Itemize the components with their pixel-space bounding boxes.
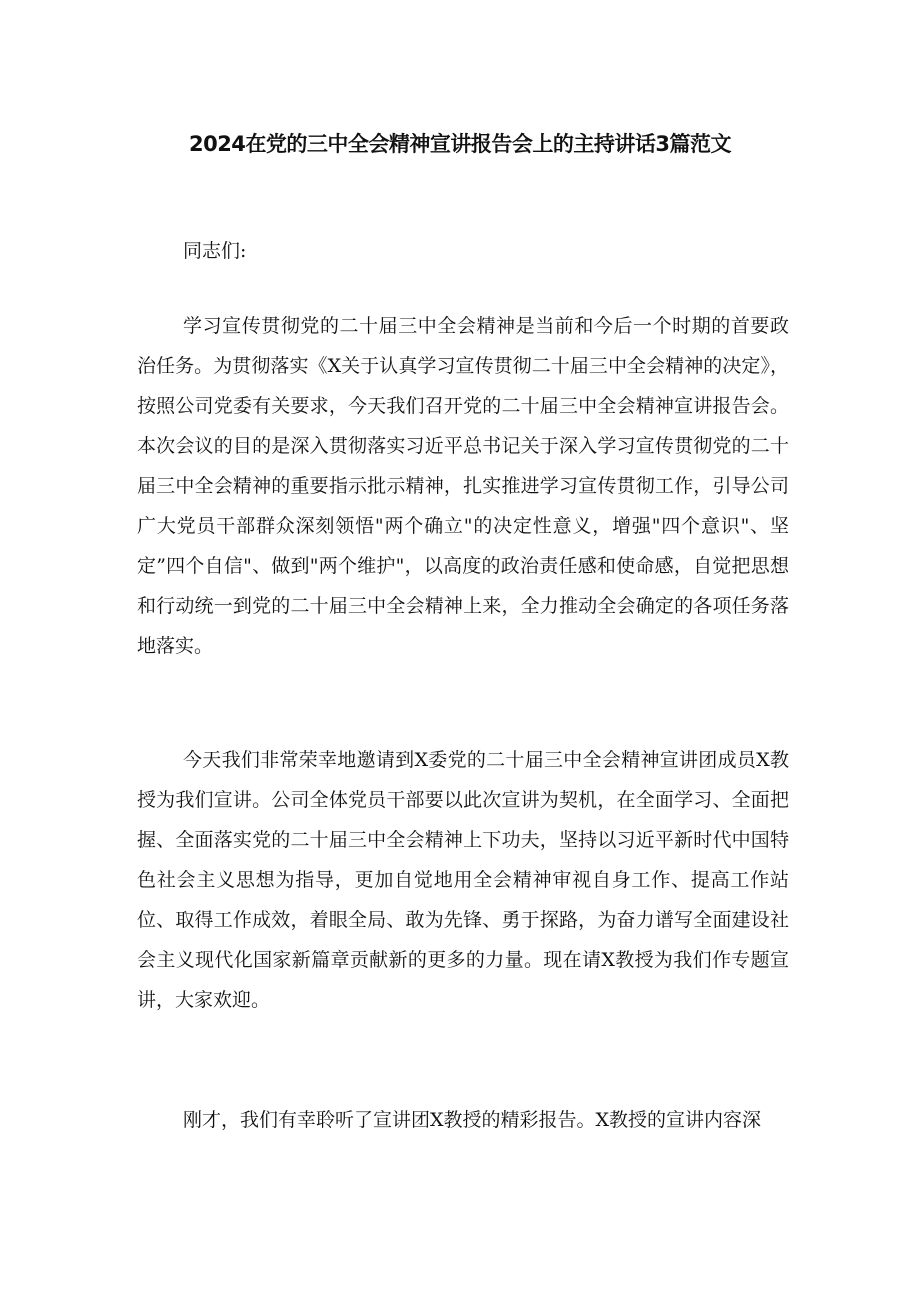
document-title: 2024在党的三中全会精神宣讲报告会上的主持讲话3篇范文 (188, 132, 732, 156)
paragraph-3: 刚才，我们有幸聆听了宣讲团X教授的精彩报告。X教授的宣讲内容深 (183, 1109, 762, 1131)
paragraph-2: 今天我们非常荣幸地邀请到X委党的二十届三中全会精神宣讲团成员X教授为我们宣讲。公司全体党员干部要以此次宣讲为契机，在全面学习、全面把握、全面落实党的二十届三中全会精神上下功夫，坚持以习近平新时代中国特色社会主义思想为指导，更加自觉地用全会精神审视自身工作、提高工作站位、取得工作成效，着眼全局、敢为先锋、勇于探路，为奋力谱写全面建设社会主义现代化国家新篇章贡献新的更多的力量。现在请X教授为我们作专题宣讲，大家欢迎。 (137, 749, 789, 1011)
greeting-text: 同志们: (183, 240, 247, 262)
paragraph-1: 学习宣传贯彻党的二十届三中全会精神是当前和今后一个时期的首要政治任务。为贯彻落实《X关于认真学习宣传贯彻二十届三中全会精神的决定》，按照公司党委有关要求，今天我们召开党的二十届三中全会精神宣讲报告会。本次会议的目的是深入贯彻落实习近平总书记关于深入学习宣传贯彻党的二十届三中全会精神的重要指示批示精神，扎实推进学习宣传贯彻工作，引导公司广大党员干部群众深刻领悟"两个确立"的决定性意义，增强"四个意识"、坚定”四个自信"、做到"两个维护"，以高度的政治责任感和使命感，自觉把思想和行动统一到党的二十届三中全会精神上来，全力推动全会确定的各项任务落地落实。 (137, 315, 789, 657)
